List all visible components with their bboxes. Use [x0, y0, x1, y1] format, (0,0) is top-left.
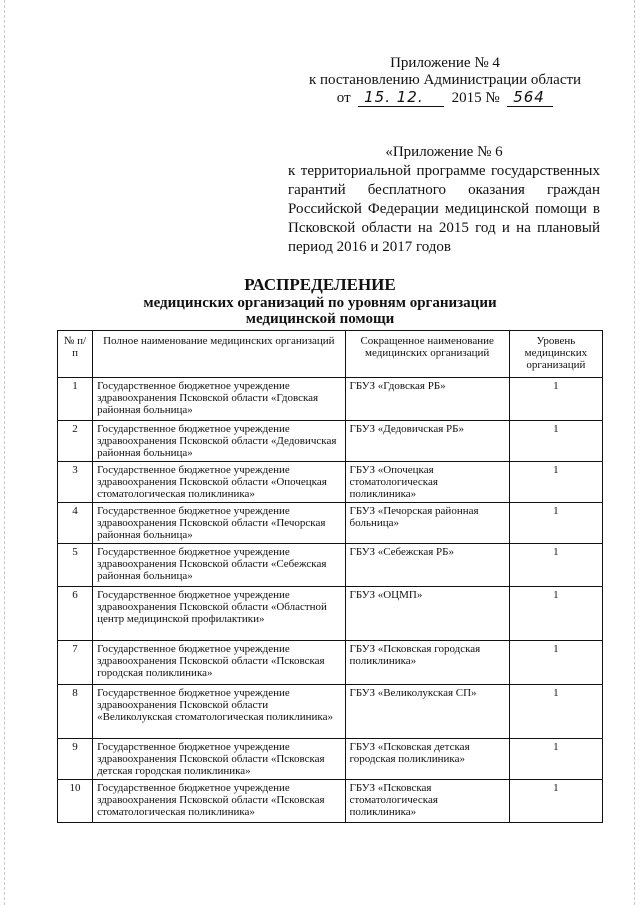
appendix-6-title: «Приложение № 6 [385, 144, 503, 160]
row-number: 3 [58, 462, 93, 503]
short-name-cell: ГБУЗ «Печорская районная больница» [345, 503, 509, 544]
full-name-cell: Государственное бюджетное учреждение здравоохранения Псковской области «Печорская районная больница» [93, 503, 345, 544]
column-header-number: № п/п [58, 331, 93, 378]
level-cell: 1 [509, 544, 602, 587]
row-number: 4 [58, 503, 93, 544]
level-cell: 1 [509, 462, 602, 503]
table-row [58, 685, 603, 739]
table-row [58, 378, 603, 421]
appendix-4-block [300, 55, 590, 107]
full-name-cell: Государственное бюджетное учреждение здравоохранения Псковской области «Дедовичская районная больница» [93, 421, 345, 462]
table-body [58, 378, 603, 823]
handwritten-number: 564 [507, 89, 553, 107]
level-cell: 1 [509, 421, 602, 462]
page-edge-left [4, 0, 6, 905]
table-row [58, 587, 603, 641]
handwritten-date: 15. 12. [358, 89, 444, 107]
level-cell: 1 [509, 780, 602, 823]
level-cell: 1 [509, 378, 602, 421]
full-name-cell: Государственное бюджетное учреждение здравоохранения Псковской области «Псковская детская городская поликлиника» [93, 739, 345, 780]
table-row [58, 641, 603, 685]
short-name-cell: ГБУЗ «Себежская РБ» [345, 544, 509, 587]
row-number: 10 [58, 780, 93, 823]
level-cell: 1 [509, 685, 602, 739]
title-sub-1: медицинских организаций по уровням организации [143, 295, 497, 311]
full-name-cell: Государственное бюджетное учреждение здравоохранения Псковской области «Себежская районная больница» [93, 544, 345, 587]
level-cell: 1 [509, 739, 602, 780]
document-title [120, 275, 520, 327]
row-number: 7 [58, 641, 93, 685]
short-name-cell: ГБУЗ «Псковская детская городская поликлиника» [345, 739, 509, 780]
column-header-full-name: Полное наименование медицинских организаций [93, 331, 345, 378]
title-main: РАСПРЕДЕЛЕНИЕ [244, 275, 396, 294]
table-row [58, 421, 603, 462]
table-row [58, 739, 603, 780]
short-name-cell: ГБУЗ «Псковская городская поликлиника» [345, 641, 509, 685]
full-name-cell: Государственное бюджетное учреждение здравоохранения Псковской области «Великолукская стоматологическая поликлиника» [93, 685, 345, 739]
row-number: 2 [58, 421, 93, 462]
appendix-4-date-line [300, 89, 590, 107]
full-name-cell: Государственное бюджетное учреждение здравоохранения Псковской области «Гдовская районная больница» [93, 378, 345, 421]
page-edge-right [634, 0, 636, 905]
short-name-cell: ГБУЗ «Дедовичская РБ» [345, 421, 509, 462]
level-cell: 1 [509, 587, 602, 641]
table-row [58, 780, 603, 823]
appendix-6-block [288, 143, 600, 257]
table-row [58, 462, 603, 503]
date-prefix: от [336, 90, 351, 106]
full-name-cell: Государственное бюджетное учреждение здравоохранения Псковской области «Областной центр медицинской профилактики» [93, 587, 345, 641]
row-number: 8 [58, 685, 93, 739]
level-cell: 1 [509, 503, 602, 544]
table-row [58, 503, 603, 544]
appendix-4-title: Приложение № 4 [390, 55, 500, 71]
title-sub-2: медицинской помощи [245, 311, 395, 327]
full-name-cell: Государственное бюджетное учреждение здравоохранения Псковской области «Псковская стоматологическая поликлиника» [93, 780, 345, 823]
short-name-cell: ГБУЗ «Великолукская СП» [345, 685, 509, 739]
column-header-short-name: Сокращенное наименование медицинских организаций [345, 331, 509, 378]
row-number: 9 [58, 739, 93, 780]
short-name-cell: ГБУЗ «Опочецкая стоматологическая поликлиника» [345, 462, 509, 503]
table-header-row [58, 331, 603, 378]
appendix-6-body: к территориальной программе государственных гарантий бесплатного оказания граждан Российской Федерации медицинской помощи в Псковской области на 2015 год и на плановый период 2016 и 2017 годов [288, 163, 600, 255]
row-number: 1 [58, 378, 93, 421]
level-cell: 1 [509, 641, 602, 685]
full-name-cell: Государственное бюджетное учреждение здравоохранения Псковской области «Псковская городская поликлиника» [93, 641, 345, 685]
row-number: 5 [58, 544, 93, 587]
appendix-4-reference: к постановлению Администрации области [308, 72, 582, 88]
organizations-table [57, 330, 603, 823]
column-header-level: Уровень медицинских организаций [509, 331, 602, 378]
short-name-cell: ГБУЗ «ОЦМП» [345, 587, 509, 641]
short-name-cell: ГБУЗ «Гдовская РБ» [345, 378, 509, 421]
table-row [58, 544, 603, 587]
year-number-label: 2015 № [451, 90, 500, 106]
short-name-cell: ГБУЗ «Псковская стоматологическая поликлиника» [345, 780, 509, 823]
row-number: 6 [58, 587, 93, 641]
full-name-cell: Государственное бюджетное учреждение здравоохранения Псковской области «Опочецкая стоматологическая поликлиника» [93, 462, 345, 503]
